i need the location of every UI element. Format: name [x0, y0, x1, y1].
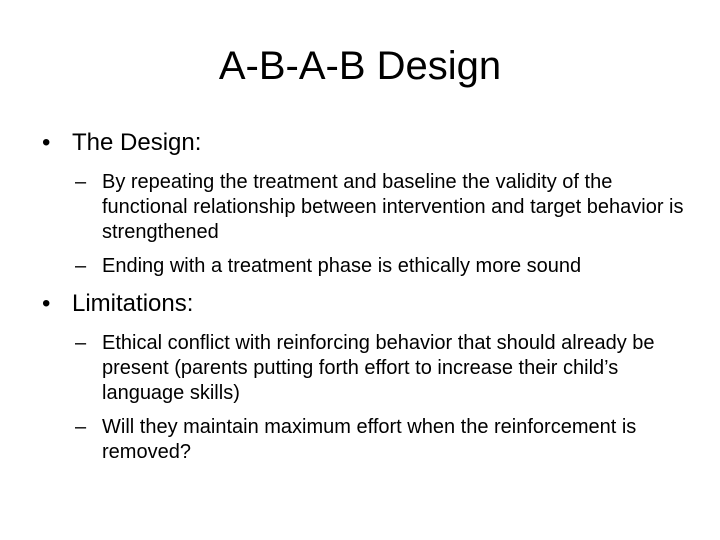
sub-bullet-list — [42, 331, 702, 465]
sub-bullet — [50, 254, 702, 279]
sub-bullet — [50, 415, 702, 465]
sub-bullet-text: Ethical conflict with reinforcing behavior that should already be present (parents putting forth effort to increase their child’s language skills) — [102, 332, 655, 404]
bullet-marker: • — [42, 290, 51, 317]
dash-marker: – — [75, 255, 87, 277]
dash-marker: – — [75, 416, 87, 438]
dash-marker: – — [75, 171, 87, 193]
sub-bullet — [50, 170, 702, 245]
slide-title: A-B-A-B Design — [218, 44, 502, 88]
bullet-heading: Limitations: — [72, 290, 194, 317]
sub-bullet-text: Ending with a treatment phase is ethically more sound — [102, 255, 582, 277]
bullet-marker: • — [42, 129, 51, 156]
sub-bullet — [50, 331, 702, 406]
slide-body — [42, 128, 702, 475]
bullet-the-design — [42, 128, 702, 158]
sub-bullet-text: By repeating the treatment and baseline the validity of the functional relationship between intervention and target behavior is strengthened — [102, 171, 684, 243]
bullet-heading: The Design: — [72, 129, 202, 156]
sub-bullet-list — [42, 170, 702, 279]
dash-marker: – — [75, 332, 87, 354]
bullet-limitations — [42, 289, 702, 319]
sub-bullet-text: Will they maintain maximum effort when the reinforcement is removed? — [102, 416, 637, 463]
